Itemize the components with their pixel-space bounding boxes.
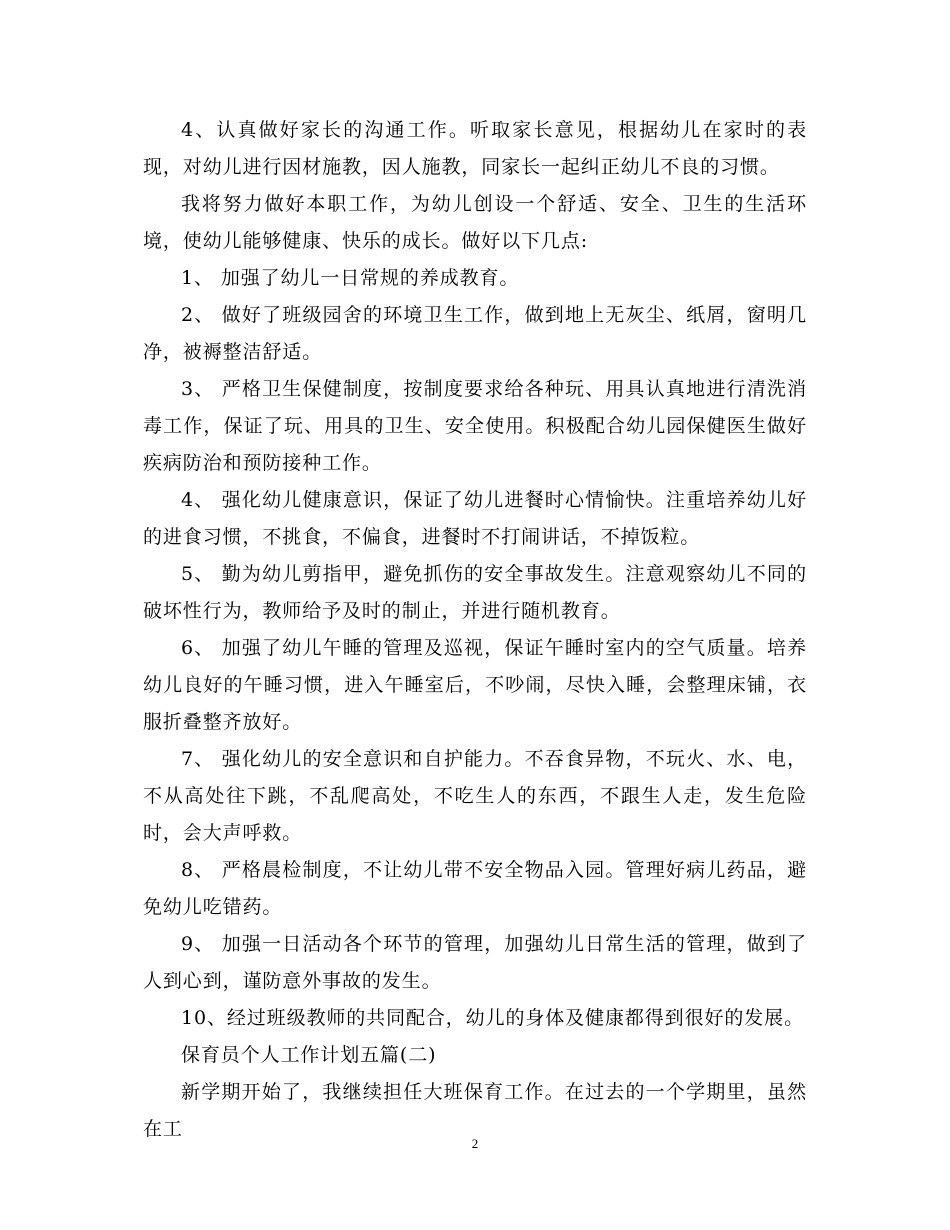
paragraph-intro-duties: 我将努力做好本职工作，为幼儿创设一个舒适、安全、卫生的生活环境，使幼儿能够健康、快乐的成长。做好以下几点: (143, 193, 807, 252)
paragraph-item-4: 4、 强化幼儿健康意识，保证了幼儿进餐时心情愉快。注重培养幼儿好的进食习惯，不挑食，不偏食，进餐时不打闹讲话，不掉饭粒。 (143, 489, 807, 548)
paragraph-item-7: 7、 强化幼儿的安全意识和自护能力。不吞食异物，不玩火、水、电，不从高处往下跳，不乱爬高处，不吃生人的东西，不跟生人走，发生危险时，会大声呼救。 (143, 748, 807, 844)
paragraph-item-3: 3、 严格卫生保健制度，按制度要求给各种玩、用具认真地进行清洗消毒工作，保证了玩、用具的卫生、安全使用。积极配合幼儿园保健医生做好疾病防治和预防接种工作。 (143, 378, 807, 474)
paragraph-item-2: 2、 做好了班级园舍的环境卫生工作，做到地上无灰尘、纸屑，窗明几净，被褥整洁舒适。 (143, 304, 807, 363)
paragraph-parent-communication: 4、认真做好家长的沟通工作。听取家长意见，根据幼儿在家时的表现，对幼儿进行因材施教，因人施教，同家长一起纠正幼儿不良的习惯。 (143, 119, 807, 178)
page-number: 2 (471, 1136, 479, 1151)
paragraph-new-semester: 新学期开始了，我继续担任大班保育工作。在过去的一个学期里，虽然在工 (143, 1081, 807, 1140)
paragraph-item-8: 8、 严格晨检制度，不让幼儿带不安全物品入园。管理好病儿药品，避免幼儿吃错药。 (143, 859, 807, 918)
section-heading: 保育员个人工作计划五篇(二) (181, 1044, 437, 1066)
document-body (143, 112, 807, 1148)
paragraph-item-5: 5、 勤为幼儿剪指甲，避免抓伤的安全事故发生。注意观察幼儿不同的破坏性行为，教师给予及时的制止，并进行随机教育。 (143, 563, 807, 622)
paragraph-item-1: 1、 加强了幼儿一日常规的养成教育。 (181, 267, 520, 289)
paragraph-item-9: 9、 加强一日活动各个环节的管理，加强幼儿日常生活的管理，做到了人到心到，谨防意外事故的发生。 (143, 933, 807, 992)
paragraph-item-10: 10、经过班级教师的共同配合，幼儿的身体及健康都得到很好的发展。 (181, 1007, 804, 1029)
paragraph-item-6: 6、 加强了幼儿午睡的管理及巡视，保证午睡时室内的空气质量。培养幼儿良好的午睡习惯，进入午睡室后，不吵闹，尽快入睡，会整理床铺，衣服折叠整齐放好。 (143, 637, 807, 733)
